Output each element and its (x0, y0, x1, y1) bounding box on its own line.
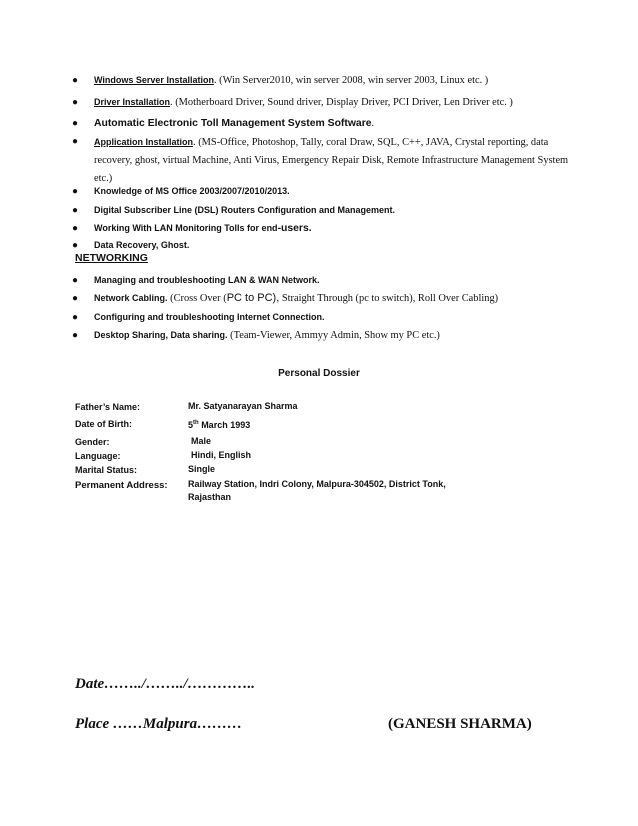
networking-heading: NETWORKING (75, 252, 148, 264)
networking-detail: PC to PC), (226, 292, 280, 304)
dob-label: Date of Birth: (75, 419, 132, 429)
skill-key: Digital Subscriber Line (DSL) Routers Configuration and Management. (94, 205, 396, 215)
networking-key: Network Cabling. (94, 293, 168, 303)
date-line: Date……../……../………….. (75, 676, 255, 692)
fathers-name-value: Mr. Satyanarayan Sharma (188, 401, 298, 411)
marital-label: Marital Status: (75, 465, 138, 475)
skill-key: Data Recovery, Ghost. (94, 240, 190, 250)
bullet-icon: ● (72, 330, 79, 341)
bullet-icon: ● (72, 223, 79, 234)
language-label: Language: (75, 451, 121, 461)
skill-key: Windows Server Installation (94, 75, 214, 85)
skill-detail: -users. (277, 223, 312, 234)
bullet-icon: ● (72, 97, 79, 108)
address-label: Permanent Address: (75, 480, 168, 491)
address-line-1: Railway Station, Indri Colony, Malpura-304502, District Tonk, (188, 479, 446, 489)
dob-rest: March 1993 (198, 420, 251, 430)
networking-detail: (Cross Over ( (167, 293, 227, 304)
bullet-icon: ● (72, 75, 79, 86)
bullet-icon: ● (72, 186, 79, 197)
dossier-title: Personal Dossier (278, 368, 360, 379)
skill-key: Automatic Electronic Toll Management System Software (94, 118, 372, 129)
bullet-icon: ● (72, 312, 79, 323)
fathers-name-label: Father’s Name: (75, 402, 141, 412)
bullet-icon: ● (72, 275, 79, 286)
address-line-2: Rajasthan (188, 492, 232, 502)
signature-name: (GANESH SHARMA) (388, 716, 532, 732)
networking-detail: (Team-Viewer, Ammyy Admin, Show my PC etc.) (227, 330, 440, 341)
networking-detail: Straight Through (pc to switch), Roll Over Cabling) (279, 293, 499, 304)
place-line: Place ……Malpura……… (75, 716, 243, 732)
dob-day: 5 (188, 420, 194, 430)
bullet-icon: ● (72, 136, 79, 147)
skill-key: Application Installation (94, 137, 194, 147)
bullet-icon: ● (72, 240, 79, 251)
bullet-icon: ● (72, 205, 79, 216)
language-value: Hindi, English (191, 450, 251, 460)
skill-detail: . (Motherboard Driver, Sound driver, Display Driver, PCI Driver, Len Driver etc. ) (170, 97, 513, 108)
skill-key: Knowledge of MS Office 2003/2007/2010/2013. (94, 186, 290, 196)
networking-key: Configuring and troubleshooting Internet Connection. (94, 312, 325, 322)
gender-value: Male (191, 436, 212, 446)
dob-value (188, 417, 250, 432)
dob-suffix: th (193, 420, 199, 426)
bullet-icon: ● (72, 293, 79, 304)
gender-label: Gender: (75, 437, 110, 447)
marital-value: Single (188, 464, 216, 474)
skill-detail: . (371, 118, 375, 129)
skill-key: Driver Installation (94, 97, 171, 107)
networking-key: Managing and troubleshooting LAN & WAN Network. (94, 275, 320, 285)
bullet-icon: ● (72, 118, 79, 129)
networking-key: Desktop Sharing, Data sharing. (94, 330, 228, 340)
skill-key: Working With LAN Monitoring Tolls for end (94, 223, 278, 233)
skill-detail: . (MS-Office, Photoshop, Tally, coral Draw, SQL, C++, JAVA, Crystal reporting, data recovery, ghost, virtual Machine, Anti Virus, Emergency Repair Disk, Remote Infrastructure Management System etc.) (94, 137, 569, 184)
skill-detail: . (Win Server2010, win server 2008, win server 2003, Linux etc. ) (213, 75, 489, 86)
